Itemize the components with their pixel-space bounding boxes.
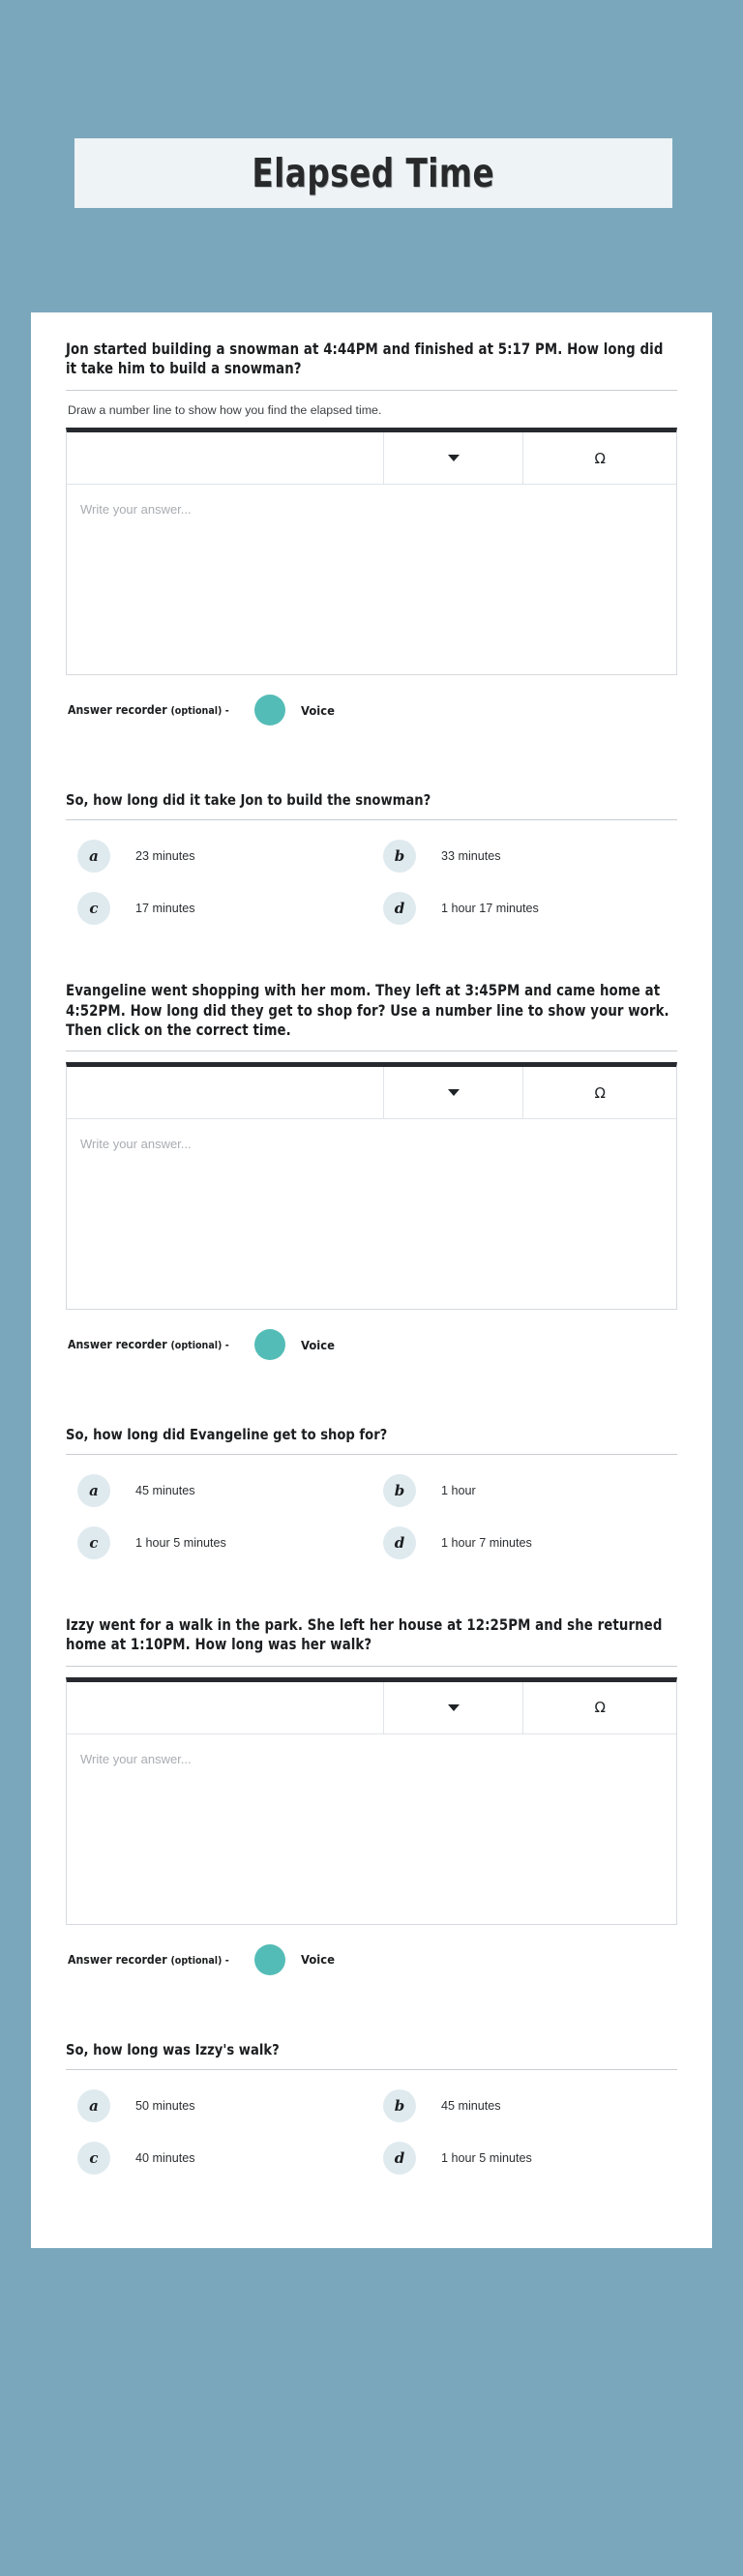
question-instruction-1: Draw a number line to show how you find the elapsed time. [68, 402, 382, 417]
recorder-label-optional: (optional) - [170, 705, 229, 718]
mc-option-1b[interactable] [372, 834, 677, 878]
option-letter-bubble [383, 2089, 416, 2122]
option-text: 17 minutes [135, 902, 195, 916]
question-prompt-3: Izzy went for a walk in the park. She left her house at 12:25PM and she returned home at 1:10PM. How long was her walk? [66, 1616, 663, 1654]
worksheet-card [31, 312, 712, 2248]
multiple-choice-block-1 [66, 791, 677, 931]
toolbar-special-char-2[interactable] [523, 1067, 676, 1118]
option-letter: a [89, 1482, 99, 1500]
editor-toolbar-1 [67, 432, 676, 485]
option-letter: b [394, 847, 405, 866]
recorder-label-bold: Answer recorder [68, 1338, 167, 1352]
recorder-label-3 [68, 1953, 229, 1967]
omega-icon: Ω [594, 1699, 606, 1717]
mc-option-1c[interactable] [66, 886, 372, 931]
chevron-down-icon [448, 1704, 460, 1711]
microphone-button-3[interactable] [254, 1944, 285, 1975]
question-prompt-2: Evangeline went shopping with her mom. They left at 3:45PM and came home at 4:52PM. How long did they get to shop for? Use a number line to show your work. Then click on the correct time. [66, 982, 669, 1039]
mc-option-2d[interactable] [372, 1521, 677, 1565]
toolbar-dropdown-1[interactable] [384, 432, 524, 484]
mc-option-3b[interactable] [372, 2084, 677, 2128]
editor-toolbar-2 [67, 1067, 676, 1119]
recorder-label-bold: Answer recorder [68, 1952, 167, 1967]
spacer [66, 2180, 677, 2209]
mc-option-3d[interactable] [372, 2136, 677, 2180]
option-letter: a [89, 847, 99, 866]
multiple-choice-block-3 [66, 2041, 677, 2180]
rich-text-editor-1[interactable] [66, 428, 677, 675]
option-letter: d [394, 900, 405, 918]
divider [66, 1666, 677, 1667]
toolbar-cell-blank-1 [67, 432, 384, 484]
recorder-label-1 [68, 703, 229, 717]
mc-options-grid-3 [66, 2070, 677, 2180]
question-block-1 [66, 340, 677, 731]
mc-question-3: So, how long was Izzy's walk? [66, 2040, 280, 2058]
option-letter-bubble [383, 1474, 416, 1507]
page-banner [0, 0, 743, 312]
option-text: 1 hour 5 minutes [441, 2150, 532, 2165]
mc-option-2b[interactable] [372, 1468, 677, 1513]
mc-option-1d[interactable] [372, 886, 677, 931]
mc-options-grid-2 [66, 1455, 677, 1565]
option-text: 1 hour 17 minutes [441, 902, 539, 916]
answer-recorder-row-1 [66, 675, 677, 731]
recorder-label-optional: (optional) - [170, 1954, 229, 1967]
omega-icon: Ω [594, 449, 606, 467]
spacer [66, 1376, 677, 1426]
option-text: 45 minutes [135, 1484, 195, 1498]
question-block-3 [66, 1615, 677, 1981]
option-letter: d [394, 1534, 405, 1553]
option-letter-bubble [383, 2142, 416, 2175]
voice-label-2: Voice [301, 1337, 336, 1352]
option-letter-bubble [77, 2142, 110, 2175]
option-letter: c [89, 2148, 99, 2167]
answer-recorder-row-3 [66, 1925, 677, 1981]
option-text: 1 hour [441, 1484, 476, 1498]
option-text: 40 minutes [135, 2150, 195, 2165]
spacer [66, 741, 677, 791]
option-letter-bubble [383, 1526, 416, 1559]
answer-recorder-row-2 [66, 1310, 677, 1366]
toolbar-cell-blank-2 [67, 1067, 384, 1118]
mc-option-2c[interactable] [66, 1521, 372, 1565]
option-letter-bubble [77, 892, 110, 925]
editor-toolbar-3 [67, 1682, 676, 1734]
option-letter-bubble [383, 840, 416, 873]
microphone-button-2[interactable] [254, 1329, 285, 1360]
answer-input-2[interactable]: Write your answer... [80, 1137, 192, 1152]
toolbar-special-char-3[interactable] [523, 1682, 676, 1733]
option-letter-bubble [77, 2089, 110, 2122]
page-title: Elapsed Time [252, 150, 495, 196]
answer-input-3[interactable]: Write your answer... [80, 1751, 192, 1766]
question-prompt-1: Jon started building a snowman at 4:44PM and finished at 5:17 PM. How long did it take him to build a snowman? [66, 341, 664, 378]
answer-input-1[interactable]: Write your answer... [80, 502, 192, 518]
option-letter: c [89, 1534, 99, 1553]
option-text: 1 hour 7 minutes [441, 1536, 532, 1551]
option-letter: b [394, 2096, 405, 2115]
mc-question-1: So, how long did it take Jon to build the snowman? [66, 791, 431, 810]
recorder-label-optional: (optional) - [170, 1340, 229, 1352]
recorder-label-bold: Answer recorder [68, 703, 167, 718]
toolbar-special-char-1[interactable] [523, 432, 676, 484]
toolbar-dropdown-2[interactable] [384, 1067, 524, 1118]
option-text: 45 minutes [441, 2098, 501, 2113]
spacer [66, 931, 677, 981]
mc-option-3c[interactable] [66, 2136, 372, 2180]
toolbar-cell-blank-3 [67, 1682, 384, 1733]
mc-option-3a[interactable] [66, 2084, 372, 2128]
voice-label-1: Voice [301, 702, 336, 718]
mc-question-2: So, how long did Evangeline get to shop for? [66, 1426, 388, 1444]
option-letter: d [394, 2148, 405, 2167]
option-text: 23 minutes [135, 849, 195, 864]
option-text: 50 minutes [135, 2098, 195, 2113]
option-letter-bubble [383, 892, 416, 925]
option-letter-bubble [77, 1474, 110, 1507]
option-letter-bubble [77, 1526, 110, 1559]
question-block-2 [66, 981, 677, 1366]
option-text: 1 hour 5 minutes [135, 1536, 226, 1551]
option-letter: a [89, 2096, 99, 2115]
option-letter-bubble [77, 840, 110, 873]
multiple-choice-block-2 [66, 1426, 677, 1565]
title-box [74, 138, 672, 208]
spacer [66, 1565, 677, 1615]
omega-icon: Ω [594, 1083, 606, 1102]
option-letter: c [89, 900, 99, 918]
spacer [66, 1991, 677, 2041]
mc-option-1a[interactable] [66, 834, 372, 878]
microphone-button-1[interactable] [254, 695, 285, 725]
option-letter: b [394, 1482, 405, 1500]
option-text: 33 minutes [441, 849, 501, 864]
rich-text-editor-2[interactable] [66, 1062, 677, 1310]
chevron-down-icon [448, 455, 460, 461]
toolbar-dropdown-3[interactable] [384, 1682, 524, 1733]
recorder-label-2 [68, 1338, 229, 1351]
mc-option-2a[interactable] [66, 1468, 372, 1513]
mc-options-grid-1 [66, 820, 677, 931]
rich-text-editor-3[interactable] [66, 1677, 677, 1925]
voice-label-3: Voice [301, 1952, 336, 1968]
chevron-down-icon [448, 1089, 460, 1096]
